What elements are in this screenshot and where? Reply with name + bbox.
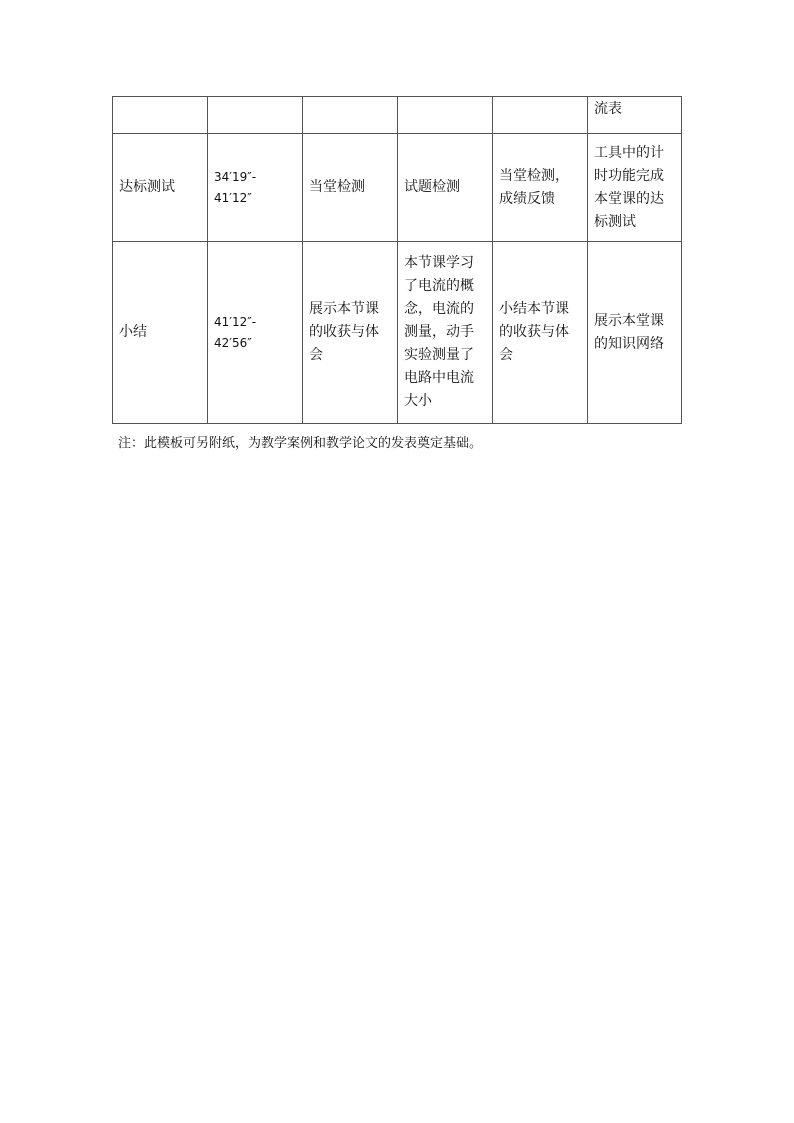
table-cell [493,97,588,134]
table-cell-time [208,134,303,242]
time-start: 34′19″- [214,169,257,184]
table-cell-method: 工具中的计时功能完成本堂课的达标测试 [588,134,682,242]
time-end: 41′12″ [214,190,252,205]
table-cell-stage: 达标测试 [113,134,208,242]
footnote: 注：此模板可另附纸，为教学案例和教学论文的发表奠定基础。 [118,436,483,451]
table-cell-method: 展示本堂课的知识网络 [588,242,682,424]
table-cell-content: 试题检测 [398,134,493,242]
table-cell [113,97,208,134]
table-cell [398,97,493,134]
table-row-summary [113,242,682,424]
table-cell-activity: 当堂检测 [303,134,398,242]
lesson-plan-table [112,96,682,424]
table-cell-method-continued: 流表 [588,97,682,134]
table-cell-student: 小结本节课的收获与体会 [493,242,588,424]
time-start: 41′12″- [214,314,257,329]
table-cell [208,97,303,134]
table-cell [303,97,398,134]
table-cell-activity: 展示本节课的收获与体会 [303,242,398,424]
table-row-continued [113,97,682,134]
time-end: 42′56″ [214,335,252,350]
table-cell-time [208,242,303,424]
table-cell-content: 本节课学习了电流的概念，电流的测量，动手实验测量了电路中电流大小 [398,242,493,424]
table-cell-student: 当堂检测，成绩反馈 [493,134,588,242]
table-row-test [113,134,682,242]
table-cell-stage: 小结 [113,242,208,424]
